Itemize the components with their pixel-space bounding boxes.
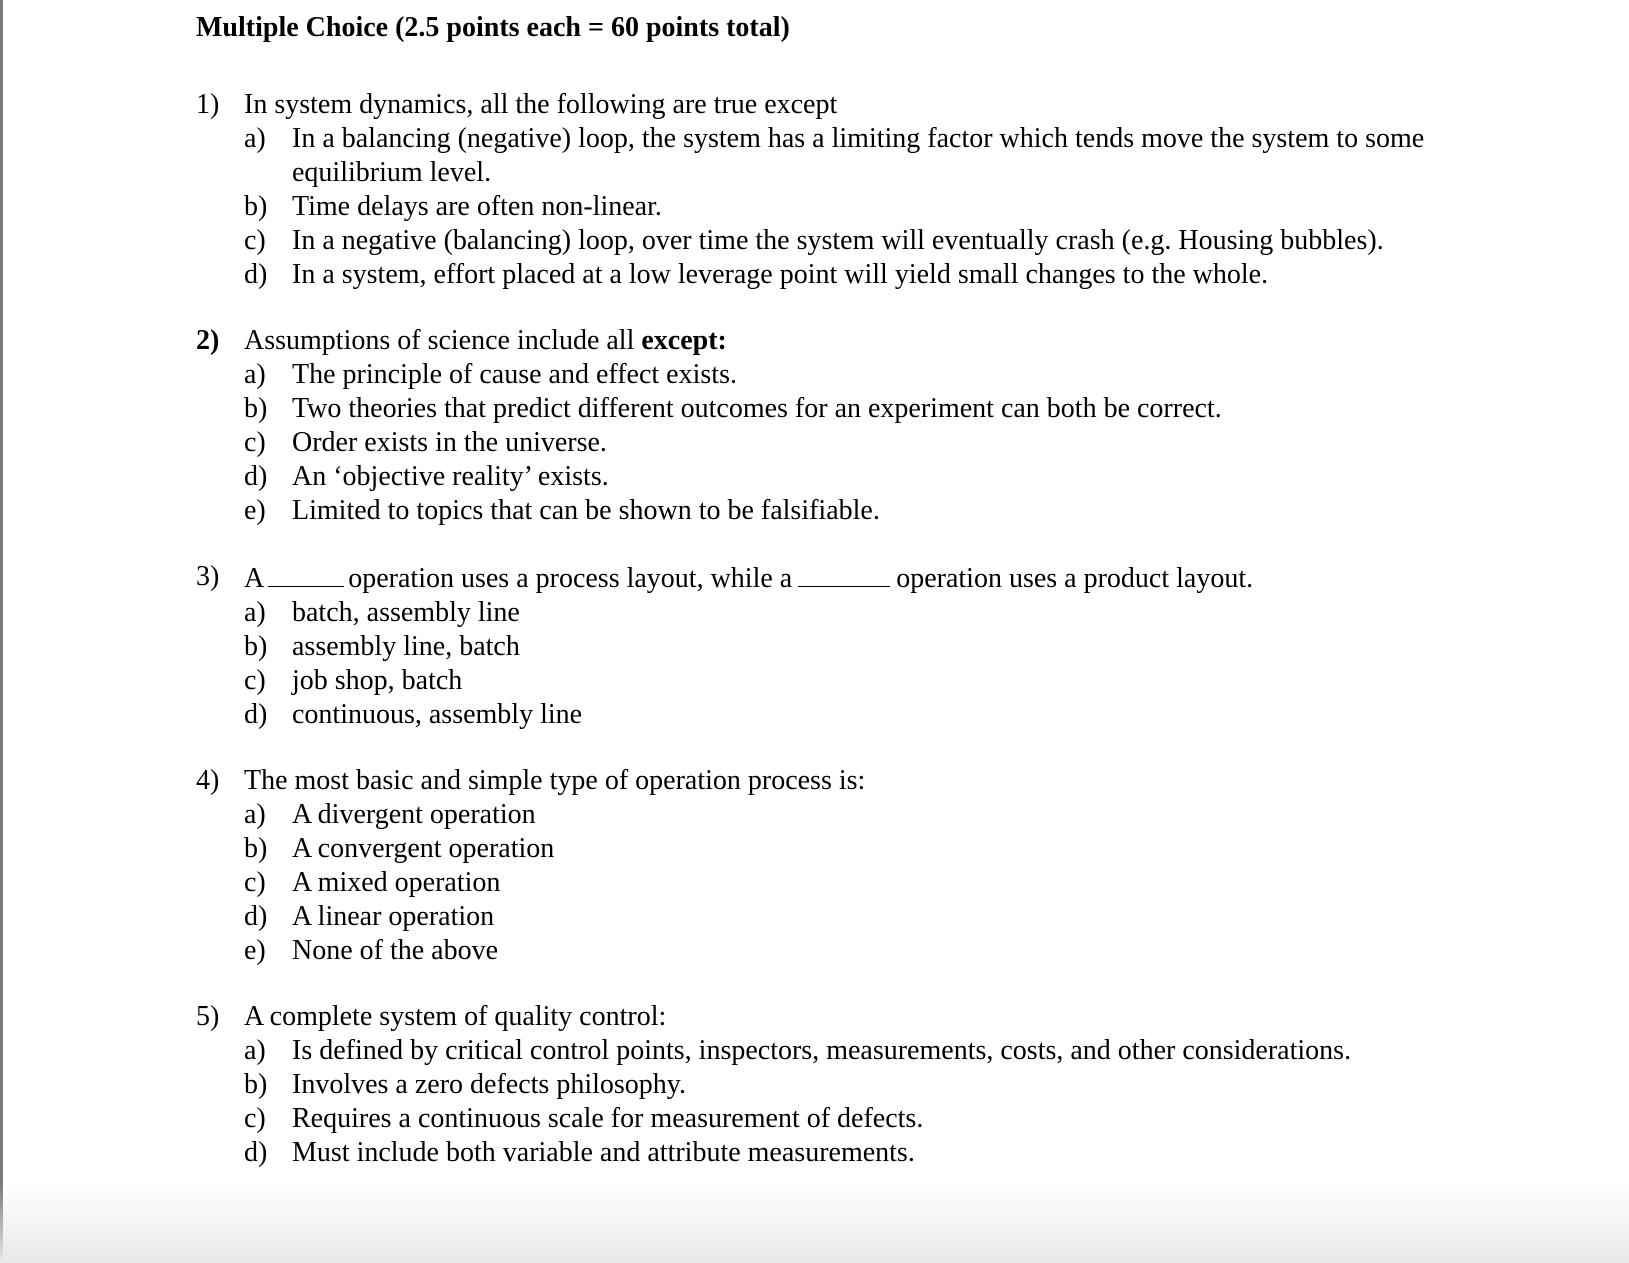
answer-option [196,596,1616,630]
question-text: A complete system of quality control: [244,1001,667,1032]
answer-option [196,258,1616,292]
option-text: Limited to topics that can be shown to be falsifiable. [292,495,880,526]
option-text: Must include both variable and attribute measurements. [292,1137,915,1168]
page-bottom-shadow [0,1183,1629,1263]
answer-option [196,900,1616,934]
answer-option [196,630,1616,664]
option-text: Is defined by critical control points, inspectors, measurements, costs, and other considerations. [292,1035,1352,1066]
option-letter: a) [244,1035,266,1066]
page-left-edge [0,0,3,1263]
question-number: 4) [196,765,220,796]
option-text: batch, assembly line [292,597,520,628]
answer-option [196,358,1616,392]
question-number: 1) [196,89,220,120]
option-text: Involves a zero defects philosophy. [292,1069,686,1100]
option-letter: b) [244,1069,268,1100]
answer-option [196,426,1616,460]
answer-option [196,1034,1616,1068]
answer-option [196,1136,1616,1170]
question-1 [196,88,1616,292]
option-text: Time delays are often non-linear. [292,191,662,222]
question-text [244,324,1616,358]
answer-option [196,1102,1616,1136]
option-letter: d) [244,461,268,492]
question-text-c: operation uses a product layout. [896,563,1254,594]
option-letter: a) [244,359,266,390]
option-text: Requires a continuous scale for measurement of defects. [292,1103,924,1134]
answer-option [196,224,1616,258]
option-text: An ‘objective reality’ exists. [292,461,609,492]
option-letter: c) [244,665,266,696]
answer-option [196,698,1616,732]
option-text: A convergent operation [292,833,555,864]
option-letter: c) [244,1103,266,1134]
question-text-b: operation uses a process layout, while a [348,563,793,594]
question-4 [196,764,1616,968]
fill-in-blank [268,560,344,587]
question-text-start: Assumptions of science include all [244,325,642,356]
document-page [196,8,1616,1202]
question-number: 3) [196,561,220,592]
answer-option [196,664,1616,698]
option-letter: b) [244,393,268,424]
option-text: In a system, effort placed at a low leverage point will yield small changes to the whole. [292,259,1269,290]
answer-option [196,392,1616,426]
option-letter: b) [244,833,268,864]
question-5 [196,1000,1616,1170]
option-text: assembly line, batch [292,631,520,662]
question-text [244,560,1616,596]
option-letter: e) [244,935,266,966]
answer-option [196,122,1616,190]
question-text-a: A [244,563,265,594]
option-letter: d) [244,259,268,290]
option-letter: d) [244,699,268,730]
answer-option [196,798,1616,832]
option-text: In a negative (balancing) loop, over time the system will eventually crash (e.g. Housing bubbles). [292,225,1384,256]
option-text: Two theories that predict different outcomes for an experiment can both be correct. [292,393,1222,424]
option-text: A mixed operation [292,867,501,898]
question-number: 2) [196,325,220,356]
option-letter: b) [244,191,268,222]
option-letter: a) [244,799,266,830]
question-number: 5) [196,1001,220,1032]
answer-option [196,1068,1616,1102]
option-letter: e) [244,495,266,526]
option-letter: d) [244,1137,268,1168]
option-letter: a) [244,123,266,154]
option-text: Order exists in the universe. [292,427,607,458]
option-text: In a balancing (negative) loop, the system has a limiting factor which tends move the system to some equilibrium level. [292,123,1425,188]
option-text: job shop, batch [292,665,463,696]
answer-option [196,494,1616,528]
fill-in-blank [798,560,890,587]
question-text: In system dynamics, all the following are true except [244,89,838,120]
question-text: The most basic and simple type of operation process is: [244,765,866,796]
option-letter: c) [244,225,266,256]
option-text: A linear operation [292,901,495,932]
section-heading: Multiple Choice (2.5 points each = 60 points total) [196,12,790,43]
question-2 [196,324,1616,528]
option-letter: c) [244,867,266,898]
answer-option [196,832,1616,866]
option-letter: c) [244,427,266,458]
option-letter: a) [244,597,266,628]
answer-option [196,190,1616,224]
option-text: The principle of cause and effect exists. [292,359,737,390]
option-letter: b) [244,631,268,662]
answer-option [196,934,1616,968]
option-text: A divergent operation [292,799,536,830]
option-letter: d) [244,901,268,932]
option-text: continuous, assembly line [292,699,583,730]
question-3 [196,560,1616,732]
answer-option [196,866,1616,900]
question-text-emphasis: except: [641,325,727,356]
answer-option [196,460,1616,494]
option-text: None of the above [292,935,499,966]
